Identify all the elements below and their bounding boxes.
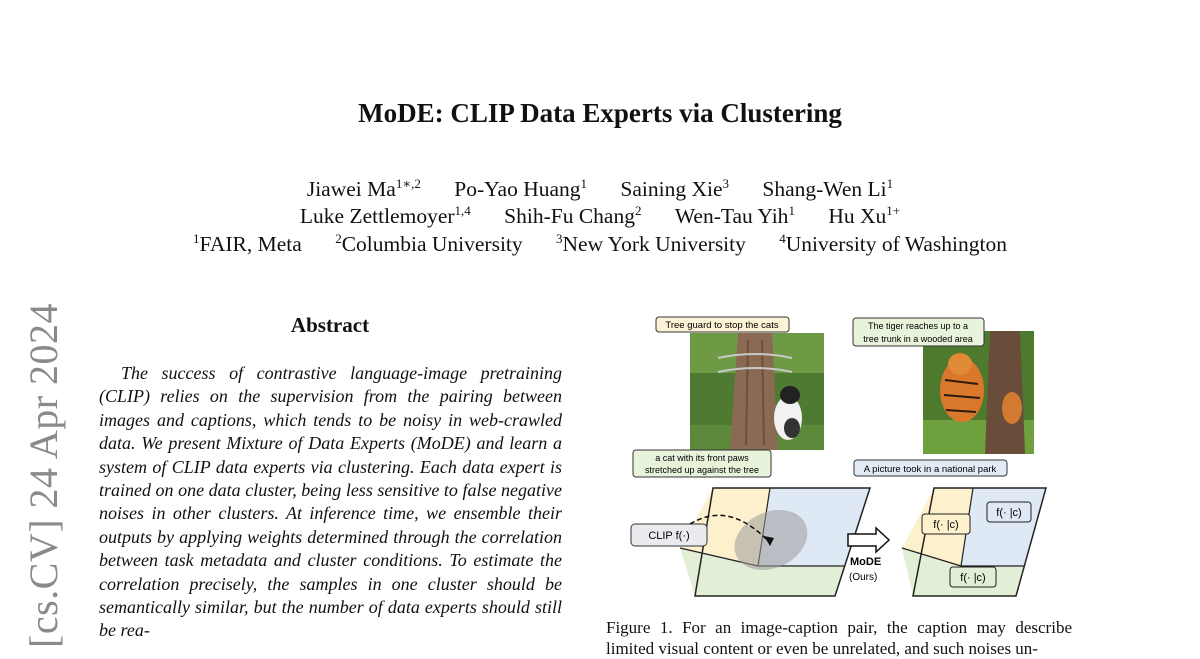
arxiv-stamp: [cs.CV] 24 Apr 2024 bbox=[21, 302, 66, 648]
figure-caption: Figure 1. For an image-caption pair, the caption may describe limited visual content or even be unrelated, and such noises un- bbox=[606, 618, 1072, 658]
affiliation: $^1$FAIR, Meta bbox=[193, 231, 302, 256]
caption-cat-top: Tree guard to stop the cats bbox=[665, 320, 779, 331]
caption-cat-bottom-2: stretched up against the tree bbox=[644, 465, 760, 475]
mode-label: MoDE bbox=[850, 556, 882, 568]
paper-title: MoDE: CLIP Data Experts via Clustering bbox=[358, 98, 842, 128]
abstract-heading: Abstract bbox=[290, 313, 370, 337]
expert-label: f(· |c) bbox=[960, 572, 986, 584]
expert-label: f(· |c) bbox=[933, 519, 959, 531]
expert-label: f(· |c) bbox=[996, 507, 1022, 519]
tiger-photo bbox=[923, 331, 1034, 454]
affiliation: $^3$New York University bbox=[556, 231, 746, 256]
clip-embedding-space bbox=[680, 488, 870, 596]
caption-tiger-bottom: A picture took in a national park bbox=[863, 464, 997, 475]
affiliation: $^4$University of Washington bbox=[779, 231, 1007, 256]
author: Hu $Xu^{1+}$ bbox=[828, 203, 901, 228]
author: Saining Xie$^3$ bbox=[620, 176, 730, 201]
author: Po-Yao Huang$^1$ bbox=[454, 176, 588, 201]
authors-line-1 bbox=[0, 177, 1200, 202]
caption-cat-bottom-1: a cat with its front paws bbox=[655, 453, 749, 463]
affiliations bbox=[0, 232, 1200, 257]
author: Shih-Fu Chang$^2$ bbox=[504, 203, 642, 228]
affiliation: $^2$Columbia University bbox=[335, 231, 523, 256]
author: Jiawei $Ma^{1∗,2}$ bbox=[306, 176, 421, 201]
authors-line-2 bbox=[0, 204, 1200, 229]
author: Shang-Wen Li$^1$ bbox=[762, 176, 894, 201]
clip-label: CLIP f(·) bbox=[648, 530, 690, 542]
ours-label: (Ours) bbox=[849, 572, 878, 583]
author: Luke Zettlemoyer$^{1,4}$ bbox=[299, 203, 471, 228]
cat-photo bbox=[690, 333, 824, 450]
abstract-text: The success of contrastive language-image pretraining (CLIP) relies on the supervision from the pairing between images and captions, which tends to be noisy in web-crawled data. We present Mixture of Data Experts (MoDE) and learn a system of CLIP data experts via clustering. Each data expert is trained on one data cluster, being less sensitive to false negative noises in other clusters. At inference time, we ensemble their outputs by applying weights determined through the correlation between task metadata and cluster conditions. To estimate the correlation precisely, the samples in one cluster should be semantically similar, but the number of data experts should still be rea- bbox=[99, 363, 562, 641]
caption-tiger-top-2: tree trunk in a wooded area bbox=[863, 334, 973, 344]
author: Wen-Tau Yih$^1$ bbox=[674, 203, 795, 228]
caption-tiger-top-1: The tiger reaches up to a bbox=[867, 321, 969, 331]
figure-1 bbox=[600, 300, 1080, 610]
